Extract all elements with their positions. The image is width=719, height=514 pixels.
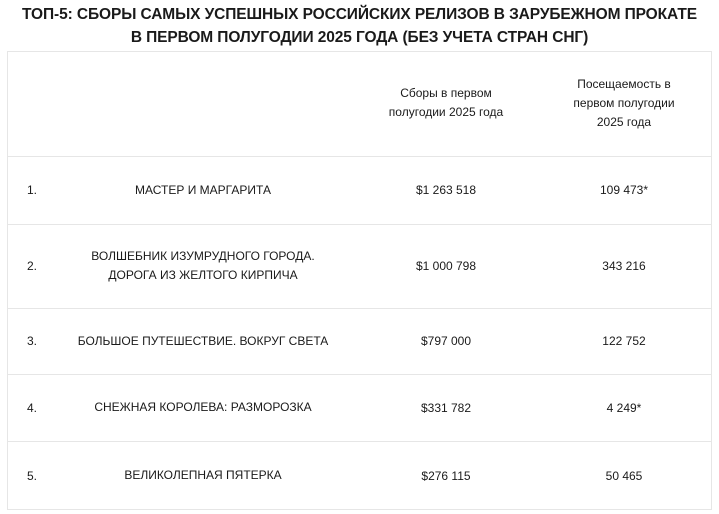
row-gross: $1 263 518: [356, 156, 536, 224]
table-row: [7, 224, 712, 308]
header-attendance-line-2: первом полугодии: [573, 95, 675, 110]
row-attendance: 109 473*: [536, 156, 712, 224]
film-title-line: МАСТЕР И МАРГАРИТА: [135, 182, 271, 197]
header-gross: [356, 51, 536, 156]
table-row: [7, 374, 712, 441]
row-gross: $276 115: [421, 468, 471, 483]
row-film-title: [50, 308, 356, 374]
film-title-line: ДОРОГА ИЗ ЖЕЛТОГО КИРПИЧА: [108, 268, 298, 282]
box-office-table: [7, 51, 712, 510]
header-attendance-line-1: Посещаемость в: [577, 76, 671, 91]
title-line-1: ТОП-5: СБОРЫ САМЫХ УСПЕШНЫХ РОССИЙСКИХ РЕЛИЗОВ В ЗАРУБЕЖНОМ ПРОКАТЕ: [22, 6, 697, 23]
film-title-line: СНЕЖНАЯ КОРОЛЕВА: РАЗМОРОЗКА: [94, 400, 312, 414]
row-rank: 4.: [7, 374, 50, 441]
row-attendance: 343 216: [536, 224, 712, 308]
film-title-line: БОЛЬШОЕ ПУТЕШЕСТВИЕ. ВОКРУГ СВЕТА: [77, 333, 329, 348]
row-gross: $331 782: [356, 374, 536, 441]
table-row: [7, 308, 712, 374]
table-row: [7, 156, 712, 224]
header-rank: [7, 51, 50, 156]
row-film-title: [50, 441, 356, 510]
table-row: [7, 441, 712, 510]
header-attendance: [536, 51, 712, 156]
row-attendance: 4 249*: [536, 374, 712, 441]
table-header-row: [7, 51, 712, 156]
row-film-title: [50, 156, 356, 224]
header-gross-line-2: полугодии 2025 года: [388, 105, 504, 120]
row-rank: 2.: [7, 224, 50, 308]
header-attendance-line-3: 2025 года: [596, 114, 652, 129]
row-gross: $797 000: [356, 308, 536, 374]
row-gross: $1 000 798: [356, 224, 536, 308]
page-title: [0, 3, 719, 49]
film-title-line: ВОЛШЕБНИК ИЗУМРУДНОГО ГОРОДА.: [91, 249, 315, 263]
row-film-title: [50, 224, 356, 308]
header-title: [50, 51, 356, 156]
row-attendance: 50 465: [605, 468, 643, 483]
row-attendance: 122 752: [536, 308, 712, 374]
header-gross-line-1: Сборы в первом: [400, 86, 492, 101]
row-rank: 1.: [7, 156, 50, 224]
row-rank: 5.: [27, 468, 38, 483]
row-rank: 3.: [7, 308, 50, 374]
row-film-title: [50, 374, 356, 441]
film-title-line: ВЕЛИКОЛЕПНАЯ ПЯТЕРКА: [124, 468, 282, 483]
title-line-2: В ПЕРВОМ ПОЛУГОДИИ 2025 ГОДА (БЕЗ УЧЕТА СТРАН СНГ): [130, 29, 589, 46]
